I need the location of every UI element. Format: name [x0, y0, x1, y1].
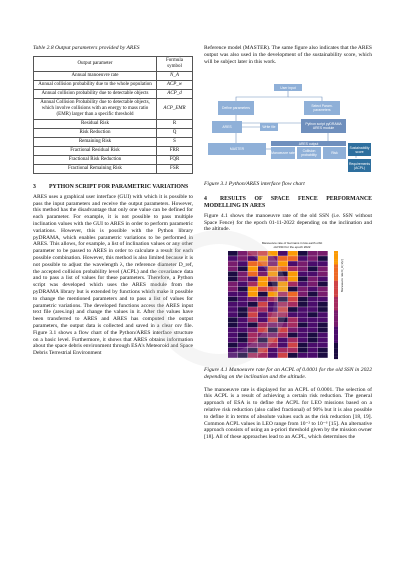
section-3-number: 3: [33, 183, 36, 190]
colorbar-segment: [334, 262, 338, 265]
heatmap-cell: [298, 338, 308, 343]
section-4-heading: [204, 196, 372, 210]
heatmap-cell: [318, 277, 328, 282]
heatmap-cell: [318, 348, 328, 353]
heatmap-cell: [288, 353, 298, 358]
colorbar-segment: [334, 324, 338, 327]
table-cell: FSR: [157, 164, 193, 173]
heatmap-cell: [278, 338, 288, 343]
table-header-symbol: Formula symbol: [157, 56, 193, 71]
heatmap-cell: [288, 328, 298, 333]
heatmap-cell: [278, 333, 288, 338]
heatmap-cell: [318, 312, 328, 317]
section-3-title: PYTHON SCRIPT FOR PARAMETRIC VARIATIONS: [49, 183, 189, 190]
table-cell: Annual manoeuvre rate: [34, 71, 157, 80]
heatmap-cell: [318, 317, 328, 322]
colorbar-label: Manoeuvre rate N_A [1/yr]: [340, 259, 344, 292]
heatmap-cell: [288, 348, 298, 353]
right-column-lower: [204, 181, 372, 233]
heatmap-cell: [278, 256, 288, 261]
heatmap-cell: [308, 328, 318, 333]
heatmap-cell: [298, 328, 308, 333]
heatmap-cell: [288, 261, 298, 266]
heatmap-cell: [298, 353, 308, 358]
heatmap-cell: [288, 251, 298, 256]
heatmap-cell: [278, 343, 288, 348]
heatmap-cell: [318, 307, 328, 312]
heatmap-cell: [308, 333, 318, 338]
flow-ares: ARES: [212, 121, 242, 133]
colorbar-segment: [334, 305, 338, 308]
section-3-body: ARES uses a graphical user interface (GUI) with which it is possible to pass the input parameters and receive the output parameters. However, this method has the disadvantage that only one value can be defined for each parameter. For example, it is not possible to pass multiple inclination values with the GUI to ARES in order to perform parametric variations. However, this is possible with the Python library pyDRAMA, which enables parametric variations to be performed in ARES. This allows, for example, a list of inclination values or any other parameter to be passed to ARES in order to calculate a result for each possible combination. However, this method is also limited because it is not possible to adjust the wavelength λ, the reference diameter D_ref, the accepted collision probability level (ACPL) and the covariance data and to pass a list of values for these parameters. Therefore, a Python script was developed which uses the ARES module from the pyDRAMA library but is extended by functions which make it possible to change the mentioned parameters and to pass a list of values for parametric variations. The developed functions access the ARES input text file (ares.inp) and change the values in it. After the values have been transferred to ARES and ARES has computed the output parameters, the output data is collected and saved in a clear csv file. Figure 3.1 shows a flow chart of the Python/ARES interface structure on a basic level. Furthermore, it shows that ARES obtains information about the space debris environment through ESA's Meteoroid and Space Debris Terrestrial Environment: [33, 193, 193, 357]
heatmap-cell: [288, 297, 298, 302]
table-row: [34, 71, 193, 80]
table-cell: Annual Collision Probability due to detectable objects, which involve collisions with an energy to mass ratio (EMR) larger than a specific threshold: [34, 98, 157, 119]
table-row: [34, 80, 193, 89]
flow-sustainability-score: Sustainability score: [348, 143, 371, 156]
colorbar-segment: [334, 321, 338, 324]
flow-ares-output: ARES output: [271, 141, 346, 146]
colorbar-segment: [334, 346, 338, 349]
heatmap-cell: [288, 271, 298, 276]
heatmap-cell: [288, 256, 298, 261]
colorbar-segment: [334, 283, 338, 286]
colorbar-segment: [334, 354, 338, 357]
table-cell: Fractional Risk Reduction: [34, 155, 157, 164]
heatmap-cell: [298, 312, 308, 317]
heatmap-cell: [308, 297, 318, 302]
right-intro-paragraph: Reference model (MASTER). The same figure also indicates that the ARES output was also used in the development of the sustainability score, which will be subject later in this work.: [204, 45, 372, 65]
heatmap-cell: [318, 282, 328, 287]
colorbar-segment: [334, 343, 338, 346]
section-4-number: 4: [204, 195, 207, 202]
heatmap-cell: [288, 307, 298, 312]
colorbar-segment: [334, 286, 338, 289]
heatmap-cell: [308, 343, 318, 348]
output-parameters-table: [33, 56, 193, 174]
heatmap-cell: [318, 251, 328, 256]
heatmap-cell: [318, 328, 328, 333]
heatmap-cell: [308, 271, 318, 276]
heatmap-cell: [308, 287, 318, 292]
table-cell: FRR: [157, 146, 193, 155]
table-row: [34, 89, 193, 98]
table-row: [34, 146, 193, 155]
colorbar-segment: [334, 316, 338, 319]
colorbar-segment: [334, 259, 338, 262]
heatmap-cell: [318, 297, 328, 302]
heatmap-cell: [298, 266, 308, 271]
heatmap-cell: [308, 261, 318, 266]
heatmap-cell: [308, 338, 318, 343]
table-cell: Q: [157, 128, 193, 137]
table-cell: ACP_EMR: [157, 98, 193, 119]
heatmap-cell: [298, 307, 308, 312]
heatmap-cell: [288, 282, 298, 287]
colorbar-segment: [334, 329, 338, 332]
flow-define-parameters: Define parameters: [218, 101, 254, 115]
colorbar-segment: [334, 289, 338, 292]
table-cell: Fractional Residual Risk: [34, 146, 157, 155]
colorbar-segment: [334, 337, 338, 340]
heatmap-cell: [308, 322, 318, 327]
colorbar-segment: [334, 275, 338, 278]
heatmap-cell: [318, 261, 328, 266]
section-4-body-2: The manoeuvre rate is displayed for an ACPL of 0.0001. The selection of this ACPL is a result of achieving a certain risk reduction. The general approach of ESA is to define the ACPL for LEO missions based on a relative risk reduction (also called fractional) of 90% but it is also possible to define it in terms of absolute values such as the risk reduction [18, 19]. Common ACPL values in LEO range from 10⁻² to 10⁻⁶ [15]. An alternative approach consists of using an a-priori threshold given by the mission owner [18]. All of these approaches lead to an ACPL, which determines the: [204, 386, 372, 441]
heatmap-cell: [298, 322, 308, 327]
heatmap-cell: [288, 302, 298, 307]
heatmap-cell: [308, 312, 318, 317]
heatmap-cell: [278, 251, 288, 256]
heatmap-cell: [298, 297, 308, 302]
heatmap-cell: [308, 292, 318, 297]
heatmap-cell: [288, 277, 298, 282]
colorbar-segment: [334, 335, 338, 338]
heatmap-cell: [298, 287, 308, 292]
heatmap-cell: [308, 348, 318, 353]
table-row: [34, 164, 193, 173]
flow-requirements: Requirements (ACPL): [348, 159, 371, 172]
heatmap-cell: [298, 317, 308, 322]
flow-python-script: Python script pyDRAMA ARES module: [301, 119, 346, 133]
heatmap-cell: [318, 271, 328, 276]
heatmap-cell: [288, 333, 298, 338]
heatmap-cell: [268, 353, 278, 358]
heatmap-cell: [308, 282, 318, 287]
table-cell: Risk Reduction: [34, 128, 157, 137]
section-4-title: RESULTS OF SPACE FENCE PERFORMANCE MODELLING IN ARES: [204, 195, 372, 209]
heatmap-cell: [298, 256, 308, 261]
flow-master: MASTER: [208, 143, 266, 155]
heatmap-cell: [288, 312, 298, 317]
table-cell: FQR: [157, 155, 193, 164]
colorbar-segment: [334, 273, 338, 276]
heatmap-cell: [288, 317, 298, 322]
colorbar-segment: [334, 281, 338, 284]
heatmap-cell: [288, 338, 298, 343]
heatmap-title-2: old SSN for the epoch 2022: [273, 245, 311, 249]
flow-collision-probability: Collision probability: [297, 147, 321, 159]
flow-select-parameters: Select Param. parameters: [304, 101, 340, 115]
heatmap-cell: [308, 353, 318, 358]
table-caption: Table 2.8 Output parameters provided by ARES: [33, 45, 140, 51]
table-row: [34, 137, 193, 146]
heatmap-cell: [298, 277, 308, 282]
colorbar-segment: [334, 319, 338, 322]
heatmap-cell: [298, 333, 308, 338]
table-row: [34, 128, 193, 137]
colorbar-segment: [334, 302, 338, 305]
colorbar-segment: [334, 251, 338, 254]
table-cell: R: [157, 119, 193, 128]
colorbar-segment: [334, 308, 338, 311]
table-cell: S: [157, 137, 193, 146]
colorbar-segment: [334, 351, 338, 354]
heatmap-cell: [318, 256, 328, 261]
colorbar-segment: [334, 265, 338, 268]
heatmap-cell: [318, 343, 328, 348]
colorbar-segment: [334, 348, 338, 351]
table-cell: Annual collision probability due to the whole population: [34, 80, 157, 89]
section-3-heading: [33, 184, 193, 191]
table-cell: Residual Risk: [34, 119, 157, 128]
flow-user-input: User input: [274, 84, 302, 91]
colorbar-segment: [334, 313, 338, 316]
heatmap-cell: [278, 353, 288, 358]
heatmap-cell: [308, 266, 318, 271]
colorbar-segment: [334, 340, 338, 343]
heatmap-cell: [318, 338, 328, 343]
colorbar-segment: [334, 327, 338, 330]
colorbar-segment: [334, 254, 338, 257]
watermark-logo: [150, 230, 288, 368]
heatmap-cell: [298, 261, 308, 266]
heatmap-cell: [298, 282, 308, 287]
section-4-body-1: Figure 4.1 shows the manoeuvre rate of the old SSN (i.e. SSN without Space Fence) for the epoch 01-11-2022 depending on the inclination and the altitude.: [204, 212, 372, 233]
table-row: [34, 119, 193, 128]
flow-risk: Risk: [323, 147, 346, 159]
table-cell: ACP_d: [157, 89, 193, 98]
flow-write-file: Write file: [260, 123, 278, 131]
heatmap-cell: [298, 251, 308, 256]
heatmap-cell: [318, 353, 328, 358]
right-column: [204, 45, 372, 65]
heatmap-cell: [278, 348, 288, 353]
heatmap-cell: [318, 302, 328, 307]
heatmap-cell: [318, 266, 328, 271]
flow-manoeuvre-rate: Manoeuvre rate: [271, 147, 295, 159]
heatmap-title-1: Manoeuvre rate of Germans in low earth orbit: [261, 241, 323, 245]
heatmap-cell: [318, 322, 328, 327]
figure-4-1-caption: Figure 4.1 Manoeuvre rate for an ACPL of 0.0001 for the old SSN in 2022 depending on the inclination and the altitude.: [204, 367, 372, 380]
heatmap-cell: [298, 271, 308, 276]
table-cell: N_A: [157, 71, 193, 80]
colorbar-segment: [334, 256, 338, 259]
heatmap-cell: [298, 292, 308, 297]
table-header-row: [34, 56, 193, 71]
colorbar-segment: [334, 270, 338, 273]
colorbar-segment: [334, 297, 338, 300]
heatmap-cell: [288, 287, 298, 292]
heatmap-cell: [308, 307, 318, 312]
colorbar-segment: [334, 310, 338, 313]
table-header-parameter: Output parameter: [34, 56, 157, 71]
heatmap-cell: [298, 302, 308, 307]
table-row: [34, 98, 193, 119]
heatmap-cell: [288, 292, 298, 297]
colorbar-segment: [334, 332, 338, 335]
table-cell: ACP_w: [157, 80, 193, 89]
table-cell: Remaining Risk: [34, 137, 157, 146]
heatmap-cell: [318, 292, 328, 297]
heatmap-cell: [308, 317, 318, 322]
heatmap-cell: [318, 287, 328, 292]
table-cell: Fractional Remaining Risk: [34, 164, 157, 173]
heatmap-cell: [288, 266, 298, 271]
colorbar-segment: [334, 292, 338, 295]
heatmap-cell: [268, 348, 278, 353]
heatmap-cell: [308, 256, 318, 261]
flow-chart: [206, 83, 371, 175]
table-row: [34, 155, 193, 164]
colorbar-segment: [334, 267, 338, 270]
heatmap-cell: [288, 343, 298, 348]
heatmap-cell: [318, 333, 328, 338]
table-cell: Annual collision probability due to detectable objects: [34, 89, 157, 98]
heatmap-cell: [308, 277, 318, 282]
heatmap-cell: [298, 348, 308, 353]
colorbar-segment: [334, 300, 338, 303]
heatmap-cell: [308, 302, 318, 307]
colorbar-segment: [334, 356, 338, 359]
figure-3-1-caption: Figure 3.1 Python/ARES interface flow chart: [204, 181, 305, 187]
colorbar-segment: [334, 278, 338, 281]
colorbar-segment: [334, 294, 338, 297]
heatmap-cell: [288, 322, 298, 327]
heatmap-cell: [298, 343, 308, 348]
right-column-bottom: [204, 367, 372, 441]
heatmap-cell: [308, 251, 318, 256]
